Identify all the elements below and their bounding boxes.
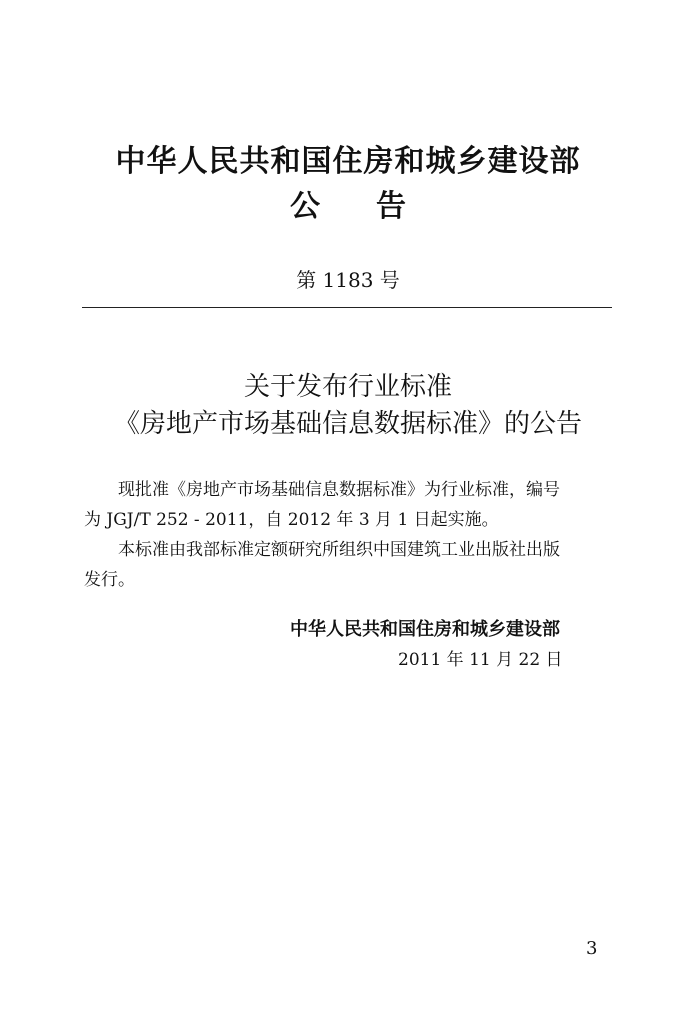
announcement-title-line1: 关于发布行业标准 <box>243 372 452 402</box>
body-paragraph-1-line-1: 现批准《房地产市场基础信息数据标准》为行业标准，编号 <box>118 480 560 500</box>
signature-organization: 中华人民共和国住房和城乡建设部 <box>290 619 560 640</box>
body-paragraph-1-line-2: 为 JGJ/T 252 - 2011，自 2012 年 3 月 1 日起实施。 <box>84 510 499 530</box>
body-paragraph-2-line-1: 本标准由我部标准定额研究所组织中国建筑工业出版社出版 <box>118 540 560 560</box>
signature-date: 2011 年 11 月 22 日 <box>398 650 563 670</box>
announcement-title-line2: 《房地产市场基础信息数据标准》的公告 <box>113 409 582 439</box>
page-number: 3 <box>586 938 598 959</box>
document-type-heading: 公告 <box>290 189 462 224</box>
body-paragraph-2-line-2: 发行。 <box>84 570 135 590</box>
issuing-organization-title: 中华人民共和国住房和城乡建设部 <box>115 144 581 179</box>
announcement-number: 第 1183 号 <box>296 268 400 292</box>
header-divider <box>82 307 612 308</box>
